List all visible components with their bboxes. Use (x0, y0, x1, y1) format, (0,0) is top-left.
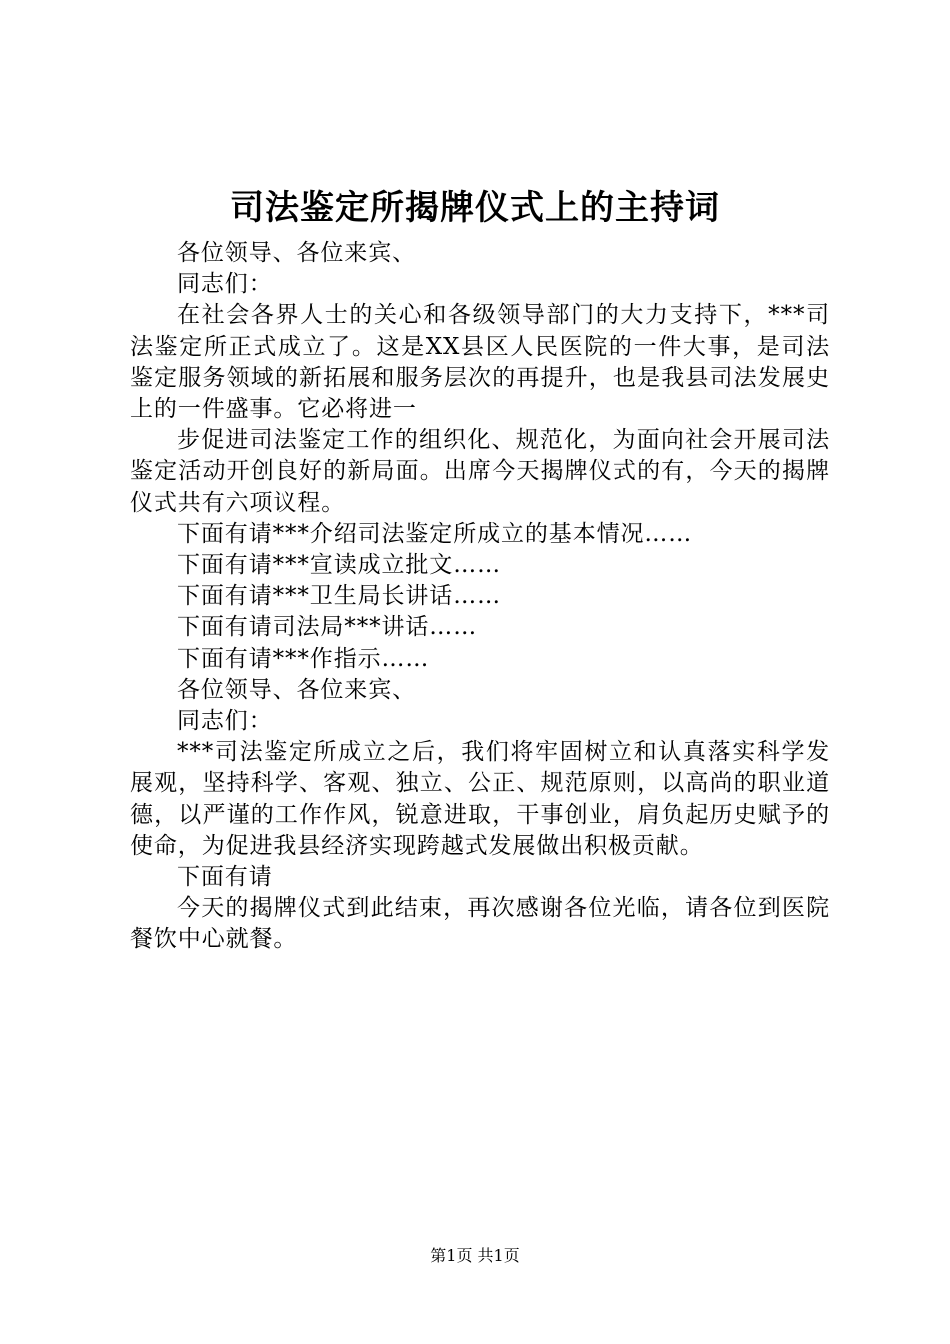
document-body (130, 238, 830, 956)
paragraph-agenda-1: 下面有请***介绍司法鉴定所成立的基本情况…… (177, 520, 693, 547)
paragraph-greeting-2: 各位领导、各位来宾、 (177, 676, 416, 703)
page-footer: 第1页 共1页 (430, 1246, 520, 1265)
paragraph-comrades-2: 同志们： (177, 708, 273, 735)
paragraph-next: 下面有请 (177, 864, 273, 891)
paragraph-promotion: 步促进司法鉴定工作的组织化、规范化，为面向社会开展司法鉴定活动开创良好的新局面。出席今天揭牌仪式的有，今天的揭牌仪式共有六项议程。 (130, 427, 830, 516)
paragraph-agenda-2: 下面有请***宣读成立批文…… (177, 552, 501, 579)
paragraph-commitment: ***司法鉴定所成立之后，我们将牢固树立和认真落实科学发展观，坚持科学、客观、独立、公正、规范原则，以高尚的职业道德，以严谨的工作作风，锐意进取，干事创业，肩负起历史赋予的使命，为促进我县经济实现跨越式发展做出积极贡献。 (130, 739, 830, 859)
paragraph-agenda-3: 下面有请***卫生局长讲话…… (177, 583, 501, 610)
paragraph-agenda-4: 下面有请司法局***讲话…… (177, 614, 478, 641)
document-title: 司法鉴定所揭牌仪式上的主持词 (230, 188, 720, 228)
paragraph-comrades: 同志们： (177, 271, 273, 298)
paragraph-closing: 今天的揭牌仪式到此结束，再次感谢各位光临，请各位到医院餐饮中心就餐。 (130, 895, 830, 953)
paragraph-agenda-5: 下面有请***作指示…… (177, 645, 430, 672)
paragraph-greeting: 各位领导、各位来宾、 (177, 240, 416, 266)
paragraph-opening: 在社会各界人士的关心和各级领导部门的大力支持下，***司法鉴定所正式成立了。这是XX县区人民医院的一件大事，是司法鉴定服务领域的新拓展和服务层次的再提升，也是我县司法发展史上的一件盛事。它必将进一 (130, 302, 830, 423)
